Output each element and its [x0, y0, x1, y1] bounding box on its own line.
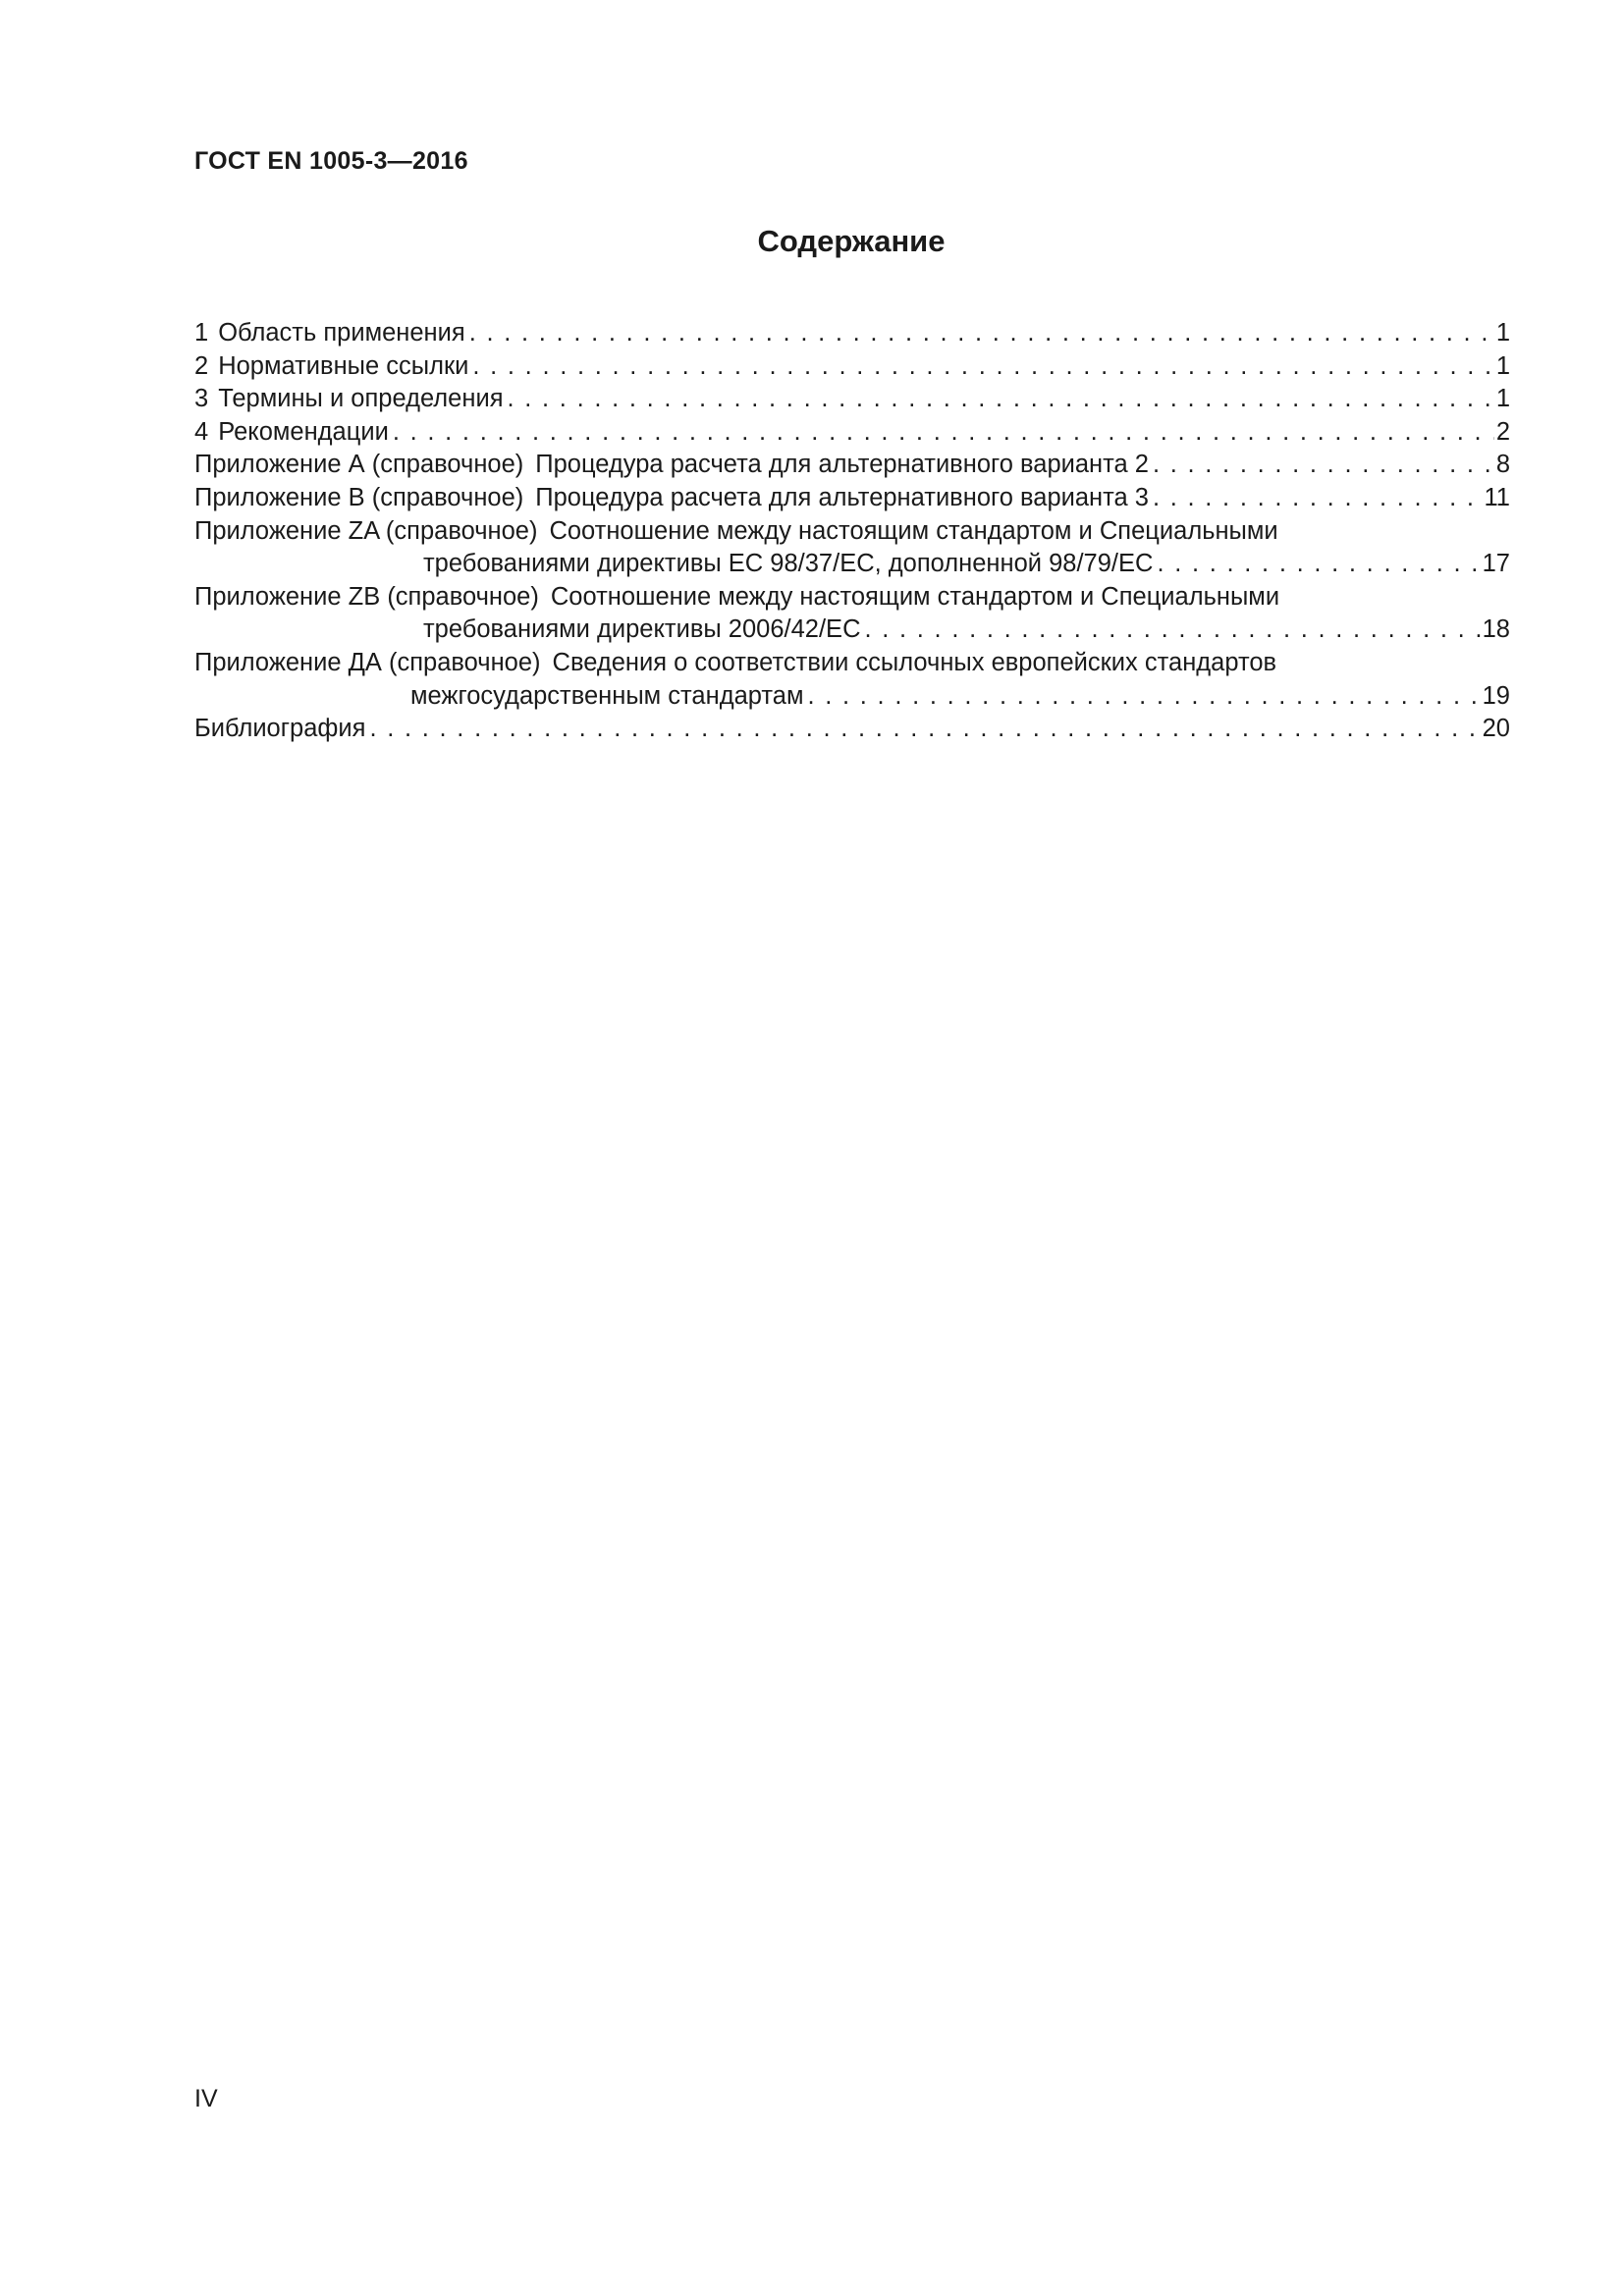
toc-entry-title: Процедура расчета для альтернативного варианта 3 [535, 483, 1149, 511]
toc-entry-page: 11 [1484, 483, 1510, 511]
toc-entry-annex-label: Приложение В (справочное) [194, 483, 524, 511]
toc-entry-annex-label: Приложение ZA (справочное) [194, 516, 538, 545]
toc-leader-dots [472, 350, 1493, 384]
toc-leader-dots [393, 416, 1494, 450]
toc-entry-title: Сведения о соответствии ссылочных европейских стандартов [552, 648, 1277, 676]
toc-entry-title: Библиография [194, 715, 366, 743]
toc-entry-normative-references[interactable] [194, 350, 1510, 384]
toc-leader-dots [807, 680, 1480, 714]
toc-leader-dots [469, 317, 1494, 350]
document-code: ГОСТ EN 1005-3—2016 [194, 147, 468, 175]
toc-entry-page: 18 [1482, 615, 1510, 644]
toc-entry-page: 1 [1495, 385, 1510, 413]
toc-entry-page: 2 [1495, 417, 1510, 446]
toc-entry-title: Рекомендации [218, 417, 389, 446]
toc-leader-dots [1157, 548, 1480, 581]
toc-entry-annex-label: Приложение А (справочное) [194, 451, 524, 479]
toc-entry-number: 4 [194, 417, 209, 446]
toc-entry-number: 3 [194, 385, 209, 413]
toc-entry-page: 1 [1495, 351, 1510, 380]
toc-leader-dots [1153, 449, 1494, 482]
toc-entry-annex-za[interactable] [194, 515, 1510, 581]
toc-entry-annex-label: Приложение ДА (справочное) [194, 648, 541, 676]
toc-title: Содержание [757, 224, 946, 258]
toc-entry-title: Соотношение между настоящим стандартом и Специальными [549, 516, 1278, 545]
page-number: IV [194, 2085, 218, 2112]
toc-leader-dots [864, 614, 1480, 647]
toc-entry-title-continuation: требованиями директивы 2006/42/ЕС [423, 615, 861, 644]
toc-entry-recommendations[interactable] [194, 416, 1510, 450]
toc-entry-number: 1 [194, 319, 209, 347]
toc-entry-annex-b[interactable] [194, 482, 1510, 515]
toc-entry-title: Термины и определения [218, 385, 504, 413]
toc-entry-title-continuation: требованиями директивы ЕС 98/37/ЕС, дополненной 98/79/ЕС [423, 550, 1154, 578]
toc-entry-title: Область применения [218, 319, 465, 347]
toc-entry-annex-da[interactable] [194, 647, 1510, 713]
toc-entry-page: 17 [1482, 550, 1510, 578]
toc-entry-page: 8 [1495, 451, 1510, 479]
toc-leader-dots [1153, 482, 1483, 515]
toc-entry-page: 20 [1482, 715, 1510, 743]
toc-entry-scope[interactable] [194, 317, 1510, 350]
toc-entry-page: 1 [1495, 319, 1510, 347]
toc-entry-bibliography[interactable] [194, 713, 1510, 746]
table-of-contents [194, 317, 1510, 746]
toc-entry-title: Нормативные ссылки [218, 351, 469, 380]
toc-leader-dots [508, 383, 1494, 416]
toc-entry-title: Процедура расчета для альтернативного варианта 2 [535, 451, 1149, 479]
toc-entry-title-continuation: межгосударственным стандартам [410, 681, 804, 710]
toc-leader-dots [369, 713, 1480, 746]
toc-entry-title: Соотношение между настоящим стандартом и Специальными [550, 582, 1280, 611]
toc-entry-annex-label: Приложение ZB (справочное) [194, 582, 539, 611]
toc-entry-page: 19 [1482, 681, 1510, 710]
toc-entry-annex-zb[interactable] [194, 581, 1510, 647]
toc-entry-terms[interactable] [194, 383, 1510, 416]
toc-entry-annex-a[interactable] [194, 449, 1510, 482]
toc-entry-number: 2 [194, 351, 209, 380]
